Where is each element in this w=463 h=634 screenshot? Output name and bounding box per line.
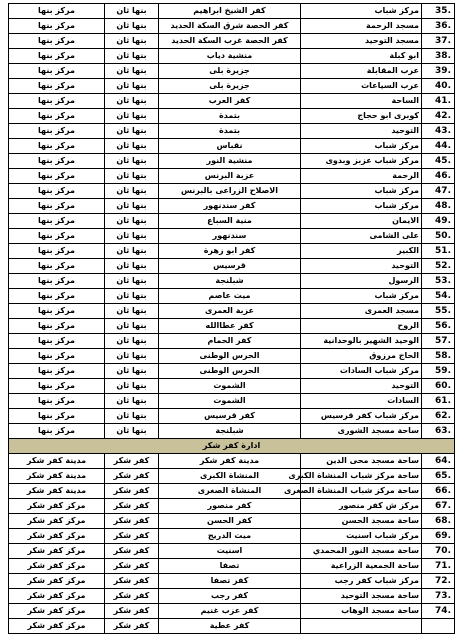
- name-cell: مركز شباب كفر قرسيس: [301, 409, 422, 424]
- name-cell: مركز شباب: [301, 199, 422, 214]
- center-cell: مركز بنها: [9, 214, 105, 229]
- district-cell: بنها ثان: [105, 304, 159, 319]
- place-cell: نقباس: [159, 139, 301, 154]
- center-cell: مركز بنها: [9, 169, 105, 184]
- center-cell: مركز كفر شكر: [9, 589, 105, 604]
- center-cell: مركز كفر شكر: [9, 529, 105, 544]
- table-row: [9, 544, 455, 559]
- name-cell: ساحة مسجد النور المحمدي: [301, 544, 422, 559]
- table-row: [9, 229, 455, 244]
- table-row: [9, 244, 455, 259]
- place-cell: مدينة كفر شكر: [159, 454, 301, 469]
- table-row: [9, 529, 455, 544]
- number-cell: 69.: [422, 529, 455, 544]
- center-cell: مركز بنها: [9, 274, 105, 289]
- number-cell: 68.: [422, 514, 455, 529]
- center-cell: مركز بنها: [9, 154, 105, 169]
- center-cell: مركز بنها: [9, 139, 105, 154]
- number-cell: 49.: [422, 214, 455, 229]
- number-cell: 50.: [422, 229, 455, 244]
- number-cell: 74.: [422, 604, 455, 619]
- name-cell: مركز شباب السادات: [301, 364, 422, 379]
- place-cell: منشية النور: [159, 154, 301, 169]
- table-row: [9, 214, 455, 229]
- place-cell: كفر الحصة شرق السكة الحديد: [159, 19, 301, 34]
- number-cell: 42.: [422, 109, 455, 124]
- table-row: [9, 259, 455, 274]
- number-cell: 40.: [422, 79, 455, 94]
- table-row: [9, 559, 455, 574]
- number-cell: 66.: [422, 484, 455, 499]
- table-row: [9, 79, 455, 94]
- name-cell: الرسول: [301, 274, 422, 289]
- place-cell: كفر الحصة غرب السكة الحديد: [159, 34, 301, 49]
- place-cell: عزبة البرنس: [159, 169, 301, 184]
- center-cell: مدينة كفر شكر: [9, 454, 105, 469]
- table-row: [9, 454, 455, 469]
- name-cell: مركز شباب: [301, 4, 422, 19]
- number-cell: 54.: [422, 289, 455, 304]
- table-row: [9, 154, 455, 169]
- center-cell: مركز بنها: [9, 64, 105, 79]
- section-title: ادارة كفر شكر: [9, 439, 455, 454]
- place-cell: اسنيت: [159, 544, 301, 559]
- place-cell: كفر عطاالله: [159, 319, 301, 334]
- table-row: [9, 64, 455, 79]
- name-cell: [301, 619, 422, 634]
- name-cell: التوحيد: [301, 379, 422, 394]
- number-cell: 64.: [422, 454, 455, 469]
- name-cell: الساحة: [301, 94, 422, 109]
- locations-table: [8, 3, 455, 634]
- center-cell: مركز بنها: [9, 4, 105, 19]
- place-cell: كفر منصور: [159, 499, 301, 514]
- place-cell: كفر تصفا: [159, 574, 301, 589]
- name-cell: مركز شباب: [301, 289, 422, 304]
- center-cell: مركز كفر شكر: [9, 514, 105, 529]
- name-cell: ساحة مركز شباب المنشاة الكبرى: [301, 469, 422, 484]
- name-cell: الحاج مرزوق: [301, 349, 422, 364]
- district-cell: بنها ثان: [105, 154, 159, 169]
- name-cell: الرحمة: [301, 169, 422, 184]
- place-cell: عزبة العمرى: [159, 304, 301, 319]
- table-row: [9, 4, 455, 19]
- place-cell: سندنهور: [159, 229, 301, 244]
- name-cell: ساحة الجمعية الزراعية: [301, 559, 422, 574]
- name-cell: ساحة مسجد الوهاب: [301, 604, 422, 619]
- number-cell: 67.: [422, 499, 455, 514]
- table-row: [9, 49, 455, 64]
- number-cell: 58.: [422, 349, 455, 364]
- district-cell: بنها ثان: [105, 289, 159, 304]
- name-cell: ساحة مسجد محى الدين: [301, 454, 422, 469]
- district-cell: بنها ثان: [105, 379, 159, 394]
- number-cell: 60.: [422, 379, 455, 394]
- number-cell: 55.: [422, 304, 455, 319]
- district-cell: بنها ثان: [105, 139, 159, 154]
- number-cell: 43.: [422, 124, 455, 139]
- section-header-row: [9, 439, 455, 454]
- number-cell: 41.: [422, 94, 455, 109]
- name-cell: كوبرى ابو حجاج: [301, 109, 422, 124]
- district-cell: بنها ثان: [105, 259, 159, 274]
- district-cell: بنها ثان: [105, 394, 159, 409]
- district-cell: كفر شكر: [105, 529, 159, 544]
- number-cell: 62.: [422, 409, 455, 424]
- table-row: [9, 109, 455, 124]
- district-cell: بنها ثان: [105, 184, 159, 199]
- center-cell: مركز بنها: [9, 394, 105, 409]
- center-cell: مركز بنها: [9, 94, 105, 109]
- center-cell: مركز بنها: [9, 229, 105, 244]
- table-row: [9, 319, 455, 334]
- name-cell: مركز شباب اسنيت: [301, 529, 422, 544]
- name-cell: التوحيد: [301, 124, 422, 139]
- place-cell: منشية دياب: [159, 49, 301, 64]
- district-cell: بنها ثان: [105, 79, 159, 94]
- name-cell: مسجد الرحمة: [301, 19, 422, 34]
- center-cell: مركز كفر شكر: [9, 544, 105, 559]
- name-cell: ساحة مركز شباب المنشاة الصغرى: [301, 484, 422, 499]
- center-cell: مركز بنها: [9, 364, 105, 379]
- number-cell: 70.: [422, 544, 455, 559]
- district-cell: كفر شكر: [105, 604, 159, 619]
- table-row: [9, 334, 455, 349]
- place-cell: الحرس الوطنى: [159, 364, 301, 379]
- district-cell: بنها ثان: [105, 4, 159, 19]
- table-row: [9, 604, 455, 619]
- district-cell: بنها ثان: [105, 94, 159, 109]
- table-row: [9, 469, 455, 484]
- name-cell: التوحيد: [301, 259, 422, 274]
- center-cell: مركز بنها: [9, 289, 105, 304]
- place-cell: كفر سندنهور: [159, 199, 301, 214]
- place-cell: كفر قرسيس: [159, 409, 301, 424]
- table-row: [9, 424, 455, 439]
- center-cell: مركز بنها: [9, 19, 105, 34]
- table-body: [9, 4, 455, 634]
- number-cell: 46.: [422, 169, 455, 184]
- number-cell: 35.: [422, 4, 455, 19]
- name-cell: ساحة مسجد الشورى: [301, 424, 422, 439]
- name-cell: ابو كبلة: [301, 49, 422, 64]
- table-row: [9, 589, 455, 604]
- center-cell: مركز بنها: [9, 409, 105, 424]
- district-cell: كفر شكر: [105, 559, 159, 574]
- district-cell: بنها ثان: [105, 64, 159, 79]
- table-row: [9, 124, 455, 139]
- table-row: [9, 379, 455, 394]
- place-cell: كفر عطية: [159, 619, 301, 634]
- place-cell: كفر الشيخ ابراهيم: [159, 4, 301, 19]
- number-cell: 57.: [422, 334, 455, 349]
- table-row: [9, 574, 455, 589]
- table-row: [9, 364, 455, 379]
- number-cell: [422, 619, 455, 634]
- place-cell: بتمدة: [159, 124, 301, 139]
- district-cell: كفر شكر: [105, 589, 159, 604]
- center-cell: مركز كفر شكر: [9, 604, 105, 619]
- center-cell: مركز بنها: [9, 259, 105, 274]
- place-cell: جزيرة بلى: [159, 64, 301, 79]
- center-cell: مركز بنها: [9, 319, 105, 334]
- place-cell: تصفا: [159, 559, 301, 574]
- number-cell: 51.: [422, 244, 455, 259]
- place-cell: كفر الحسن: [159, 514, 301, 529]
- district-cell: بنها ثان: [105, 409, 159, 424]
- number-cell: 45.: [422, 154, 455, 169]
- table-row: [9, 139, 455, 154]
- table-row: [9, 499, 455, 514]
- district-cell: بنها ثان: [105, 19, 159, 34]
- name-cell: مسجد التوحيد: [301, 34, 422, 49]
- name-cell: ساحة مسجد التوحيد: [301, 589, 422, 604]
- district-cell: بنها ثان: [105, 229, 159, 244]
- number-cell: 47.: [422, 184, 455, 199]
- district-cell: بنها ثان: [105, 199, 159, 214]
- name-cell: مركز شباب: [301, 139, 422, 154]
- district-cell: بنها ثان: [105, 349, 159, 364]
- place-cell: كفر ابو زهرة: [159, 244, 301, 259]
- district-cell: كفر شكر: [105, 484, 159, 499]
- center-cell: مركز بنها: [9, 109, 105, 124]
- district-cell: كفر شكر: [105, 514, 159, 529]
- district-cell: بنها ثان: [105, 319, 159, 334]
- place-cell: شبلنجة: [159, 274, 301, 289]
- district-cell: بنها ثان: [105, 274, 159, 289]
- table-row: [9, 169, 455, 184]
- number-cell: 63.: [422, 424, 455, 439]
- table-row: [9, 34, 455, 49]
- center-cell: مدينة كفر شكر: [9, 484, 105, 499]
- name-cell: السادات: [301, 394, 422, 409]
- table-row: [9, 19, 455, 34]
- place-cell: كفر رجب: [159, 589, 301, 604]
- center-cell: مركز بنها: [9, 349, 105, 364]
- place-cell: الشموت: [159, 394, 301, 409]
- place-cell: الشموت: [159, 379, 301, 394]
- table-row: [9, 184, 455, 199]
- number-cell: 72.: [422, 574, 455, 589]
- table-row: [9, 304, 455, 319]
- center-cell: مركز كفر شكر: [9, 619, 105, 634]
- center-cell: مركز كفر شكر: [9, 574, 105, 589]
- table-row: [9, 289, 455, 304]
- center-cell: مركز بنها: [9, 199, 105, 214]
- center-cell: مركز بنها: [9, 184, 105, 199]
- district-cell: كفر شكر: [105, 544, 159, 559]
- district-cell: كفر شكر: [105, 619, 159, 634]
- table-row: [9, 619, 455, 634]
- number-cell: 56.: [422, 319, 455, 334]
- center-cell: مركز بنها: [9, 379, 105, 394]
- name-cell: مركز ش كفر منصور: [301, 499, 422, 514]
- district-cell: كفر شكر: [105, 499, 159, 514]
- center-cell: مركز بنها: [9, 79, 105, 94]
- number-cell: 37.: [422, 34, 455, 49]
- number-cell: 38.: [422, 49, 455, 64]
- name-cell: مركز شباب عزبز وبدوى: [301, 154, 422, 169]
- number-cell: 52.: [422, 259, 455, 274]
- district-cell: بنها ثان: [105, 169, 159, 184]
- name-cell: على الشامى: [301, 229, 422, 244]
- district-cell: كفر شكر: [105, 574, 159, 589]
- name-cell: الوحيد الشهير بالوحدانية: [301, 334, 422, 349]
- district-cell: بنها ثان: [105, 49, 159, 64]
- district-cell: بنها ثان: [105, 109, 159, 124]
- table-row: [9, 484, 455, 499]
- district-cell: بنها ثان: [105, 124, 159, 139]
- name-cell: مسجد العمرى: [301, 304, 422, 319]
- place-cell: منية السباع: [159, 214, 301, 229]
- number-cell: 48.: [422, 199, 455, 214]
- district-cell: بنها ثان: [105, 214, 159, 229]
- place-cell: شبلنجة: [159, 424, 301, 439]
- name-cell: مركز شباب: [301, 184, 422, 199]
- place-cell: جزيرة بلى: [159, 79, 301, 94]
- center-cell: مركز بنها: [9, 304, 105, 319]
- district-cell: بنها ثان: [105, 334, 159, 349]
- district-cell: بنها ثان: [105, 364, 159, 379]
- district-cell: كفر شكر: [105, 454, 159, 469]
- name-cell: ساحة مسجد الحسن: [301, 514, 422, 529]
- name-cell: عرب المقابلة: [301, 64, 422, 79]
- document-sheet: [8, 3, 454, 634]
- place-cell: ميت الدريج: [159, 529, 301, 544]
- center-cell: مركز بنها: [9, 34, 105, 49]
- number-cell: 44.: [422, 139, 455, 154]
- number-cell: 36.: [422, 19, 455, 34]
- district-cell: كفر شكر: [105, 469, 159, 484]
- place-cell: كفر عزب غنيم: [159, 604, 301, 619]
- table-row: [9, 94, 455, 109]
- center-cell: مركز بنها: [9, 124, 105, 139]
- center-cell: مركز كفر شكر: [9, 499, 105, 514]
- name-cell: الايمان: [301, 214, 422, 229]
- number-cell: 53.: [422, 274, 455, 289]
- name-cell: مركز شباب كفر رجب: [301, 574, 422, 589]
- center-cell: مركز بنها: [9, 49, 105, 64]
- name-cell: الروح: [301, 319, 422, 334]
- place-cell: قرسيس: [159, 259, 301, 274]
- place-cell: بتمدة: [159, 109, 301, 124]
- center-cell: مركز كفر شكر: [9, 559, 105, 574]
- number-cell: 71.: [422, 559, 455, 574]
- district-cell: بنها ثان: [105, 244, 159, 259]
- table-row: [9, 514, 455, 529]
- center-cell: مركز بنها: [9, 424, 105, 439]
- number-cell: 61.: [422, 394, 455, 409]
- number-cell: 73.: [422, 589, 455, 604]
- number-cell: 65.: [422, 469, 455, 484]
- place-cell: المنشاة الكبرى: [159, 469, 301, 484]
- place-cell: كفر الحمام: [159, 334, 301, 349]
- district-cell: بنها ثان: [105, 34, 159, 49]
- number-cell: 59.: [422, 364, 455, 379]
- name-cell: الكبير: [301, 244, 422, 259]
- place-cell: ميت عاصم: [159, 289, 301, 304]
- table-row: [9, 349, 455, 364]
- table-row: [9, 409, 455, 424]
- center-cell: مركز بنها: [9, 334, 105, 349]
- name-cell: عرب السياعات: [301, 79, 422, 94]
- center-cell: مدينة كفر شكر: [9, 469, 105, 484]
- table-row: [9, 394, 455, 409]
- number-cell: 39.: [422, 64, 455, 79]
- place-cell: الحرس الوطنى: [159, 349, 301, 364]
- place-cell: الاصلاح الزراعى بالبرنس: [159, 184, 301, 199]
- center-cell: مركز بنها: [9, 244, 105, 259]
- table-row: [9, 274, 455, 289]
- place-cell: كفر العرب: [159, 94, 301, 109]
- district-cell: بنها ثان: [105, 424, 159, 439]
- place-cell: المنشاة الصغرى: [159, 484, 301, 499]
- table-row: [9, 199, 455, 214]
